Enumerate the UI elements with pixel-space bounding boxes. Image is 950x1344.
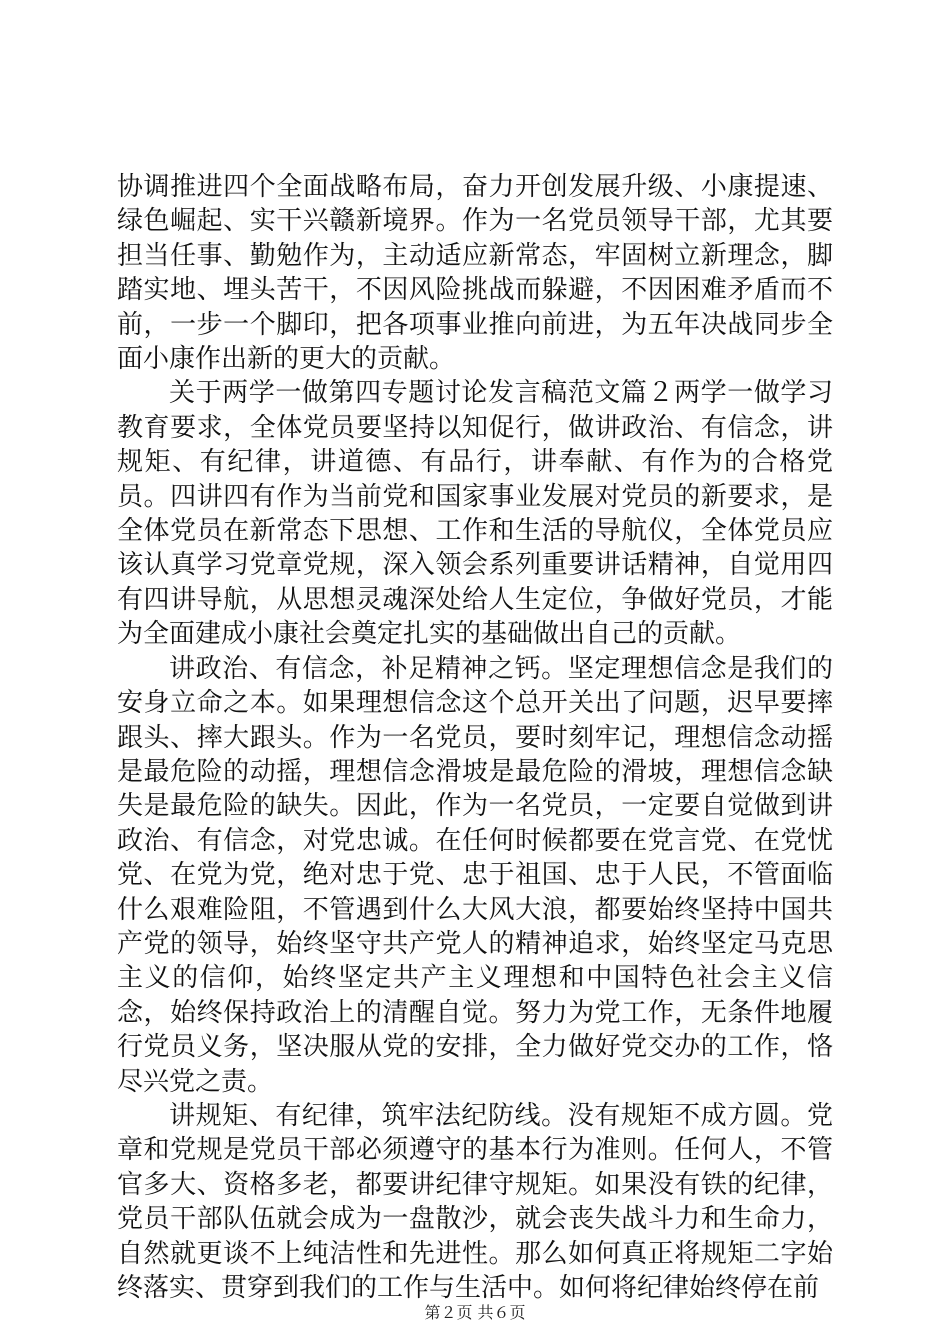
document-body (117, 170, 833, 1305)
paragraph-2: 关于两学一做第四专题讨论发言稿范文篇２两学一做学习教育要求，全体党员要坚持以知促行，做讲政治、有信念，讲规矩、有纪律，讲道德、有品行，讲奉献、有作为的合格党员。四讲四有作为当前党和国家事业发展对党员的新要求，是全体党员在新常态下思想、工作和生活的导航仪，全体党员应该认真学习党章党规，深入领会系列重要讲话精神，自觉用四有四讲导航，从思想灵魂深处给人生定位，争做好党员，才能为全面建成小康社会奠定扎实的基础做出自己的贡献。 (117, 378, 833, 650)
paragraph-4: 讲规矩、有纪律，筑牢法纪防线。没有规矩不成方圆。党章和党规是党员干部必须遵守的基本行为准则。任何人，不管官多大、资格多老，都要讲纪律守规矩。如果没有铁的纪律，党员干部队伍就会成为一盘散沙，就会丧失战斗力和生命力，自然就更谈不上纯洁性和先进性。那么如何真正将规矩二字始终落实、贯穿到我们的工作与生活中。如何将纪律始终停在前 (117, 1100, 833, 1303)
page-number-footer: 第２页 共６页 (424, 1303, 526, 1322)
paragraph-1: 协调推进四个全面战略布局，奋力开创发展升级、小康提速、绿色崛起、实干兴赣新境界。作为一名党员领导干部，尤其要担当任事、勤勉作为，主动适应新常态，牢固树立新理念，脚踏实地、埋头苦干，不因风险挑战而躲避，不因困难矛盾而不前，一步一个脚印，把各项事业推向前进，为五年决战同步全面小康作出新的更大的贡献。 (117, 172, 833, 375)
paragraph-3: 讲政治、有信念，补足精神之钙。坚定理想信念是我们的安身立命之本。如果理想信念这个总开关出了问题，迟早要摔跟头、摔大跟头。作为一名党员，要时刻牢记，理想信念动摇是最危险的动摇，理想信念滑坡是最危险的滑坡，理想信念缺失是最危险的缺失。因此，作为一名党员，一定要自觉做到讲政治、有信念，对党忠诚。在任何时候都要在党言党、在党忧党、在党为党，绝对忠于党、忠于祖国、忠于人民，不管面临什么艰难险阻，不管遇到什么大风大浪，都要始终坚持中国共产党的领导，始终坚守共产党人的精神追求，始终坚定马克思主义的信仰，始终坚定共产主义理想和中国特色社会主义信念，始终保持政治上的清醒自觉。努力为党工作，无条件地履行党员义务，坚决服从党的安排，全力做好党交办的工作，恪尽兴党之责。 (117, 653, 833, 1097)
